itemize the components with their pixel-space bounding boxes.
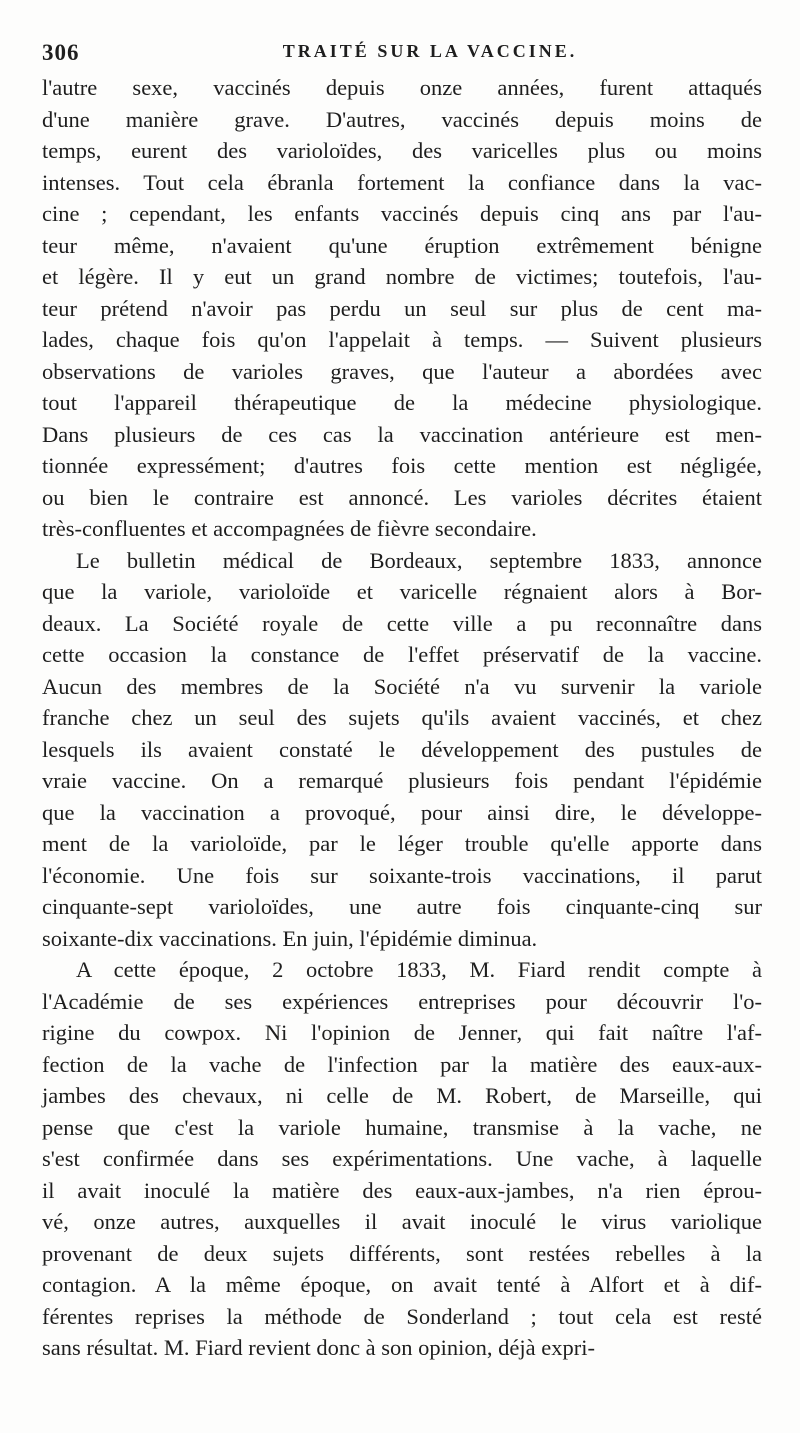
text-line: ment de la varioloïde, par le léger trouble qu'elle apporte dans xyxy=(42,831,762,856)
text-line: fection de la vache de l'infection par la matière des eaux-aux- xyxy=(42,1051,762,1077)
text-line: A cette époque, 2 octobre 1833, M. Fiard rendit compte à xyxy=(76,957,762,982)
text-line: provenant de deux sujets différents, sont restées rebelles à la xyxy=(42,1240,762,1266)
text-line: ou bien le contraire est annoncé. Les varioles décrites étaient xyxy=(42,484,762,510)
text-line: temps, eurent des varioloïdes, des varicelles plus ou moins xyxy=(42,138,762,163)
text-line: vé, onze autres, auxquelles il avait inoculé le virus variolique xyxy=(42,1209,762,1234)
text-line: vraie vaccine. On a remarqué plusieurs fois pendant l'épidémie xyxy=(42,768,762,793)
text-line: tionnée expressément; d'autres fois cette mention est négligée, xyxy=(42,453,762,478)
text-line: contagion. A la même époque, on avait tenté à Alfort et à dif- xyxy=(42,1272,762,1297)
running-title: TRAITÉ SUR LA VACCINE. xyxy=(282,41,578,61)
text-line: d'une manière grave. D'autres, vaccinés depuis moins de xyxy=(42,106,762,132)
text-line: Dans plusieurs de ces cas la vaccination antérieure est men- xyxy=(42,421,762,447)
page-number: 306 xyxy=(42,40,80,65)
text-line: l'économie. Une fois sur soixante-trois vaccinations, il parut xyxy=(42,862,762,888)
text-line: Le bulletin médical de Bordeaux, septembre 1833, annonce xyxy=(76,547,762,573)
text-line: rigine du cowpox. Ni l'opinion de Jenner, qui fait naître l'af- xyxy=(42,1020,762,1045)
text-line: teur même, n'avaient qu'une éruption extrêmement bénigne xyxy=(42,232,762,258)
text-line: cine ; cependant, les enfants vaccinés depuis cinq ans par l'au- xyxy=(42,201,762,226)
text-line: et légère. Il y eut un grand nombre de victimes; toutefois, l'au- xyxy=(42,264,762,289)
text-line: observations de varioles graves, que l'auteur a abordées avec xyxy=(42,358,762,384)
text-line: que la vaccination a provoqué, pour ainsi dire, le développe- xyxy=(42,799,762,825)
text-line: lades, chaque fois qu'on l'appelait à temps. — Suivent plusieurs xyxy=(42,327,762,352)
text-line: tout l'appareil thérapeutique de la médecine physiologique. xyxy=(42,390,762,415)
body-text xyxy=(42,72,762,1364)
text-line: jambes des chevaux, ni celle de M. Robert, de Marseille, qui xyxy=(42,1083,762,1108)
text-line: deaux. La Société royale de cette ville a pu reconnaître dans xyxy=(42,610,762,636)
text-line: cinquante-sept varioloïdes, une autre fois cinquante-cinq sur xyxy=(42,894,762,919)
text-line: lesquels ils avaient constaté le développement des pustules de xyxy=(42,736,762,762)
text-line: s'est confirmée dans ses expérimentations. Une vache, à laquelle xyxy=(42,1146,762,1171)
text-line: pense que c'est la variole humaine, transmise à la vache, ne xyxy=(42,1114,762,1140)
text-line: soixante-dix vaccinations. En juin, l'épidémie diminua. xyxy=(42,925,538,951)
text-line: l'autre sexe, vaccinés depuis onze années, furent attaqués xyxy=(42,75,762,100)
text-line: sans résultat. M. Fiard revient donc à son opinion, déjà expri- xyxy=(42,1335,595,1360)
text-line: que la variole, varioloïde et varicelle régnaient alors à Bor- xyxy=(42,579,762,604)
text-line: il avait inoculé la matière des eaux-aux-jambes, n'a rien éprou- xyxy=(42,1177,762,1203)
text-line: intenses. Tout cela ébranla fortement la confiance dans la vac- xyxy=(42,169,762,195)
text-line: férentes reprises la méthode de Sonderland ; tout cela est resté xyxy=(42,1303,762,1329)
text-line: l'Académie de ses expériences entreprises pour découvrir l'o- xyxy=(42,988,762,1014)
text-line: très-confluentes et accompagnées de fièvre secondaire. xyxy=(42,516,537,541)
text-line: franche chez un seul des sujets qu'ils avaient vaccinés, et chez xyxy=(42,705,762,730)
running-head xyxy=(42,40,762,74)
text-line: Aucun des membres de la Société n'a vu survenir la variole xyxy=(42,673,762,699)
text-line: cette occasion la constance de l'effet préservatif de la vaccine. xyxy=(42,642,762,667)
text-line: teur prétend n'avoir pas perdu un seul sur plus de cent ma- xyxy=(42,295,762,321)
